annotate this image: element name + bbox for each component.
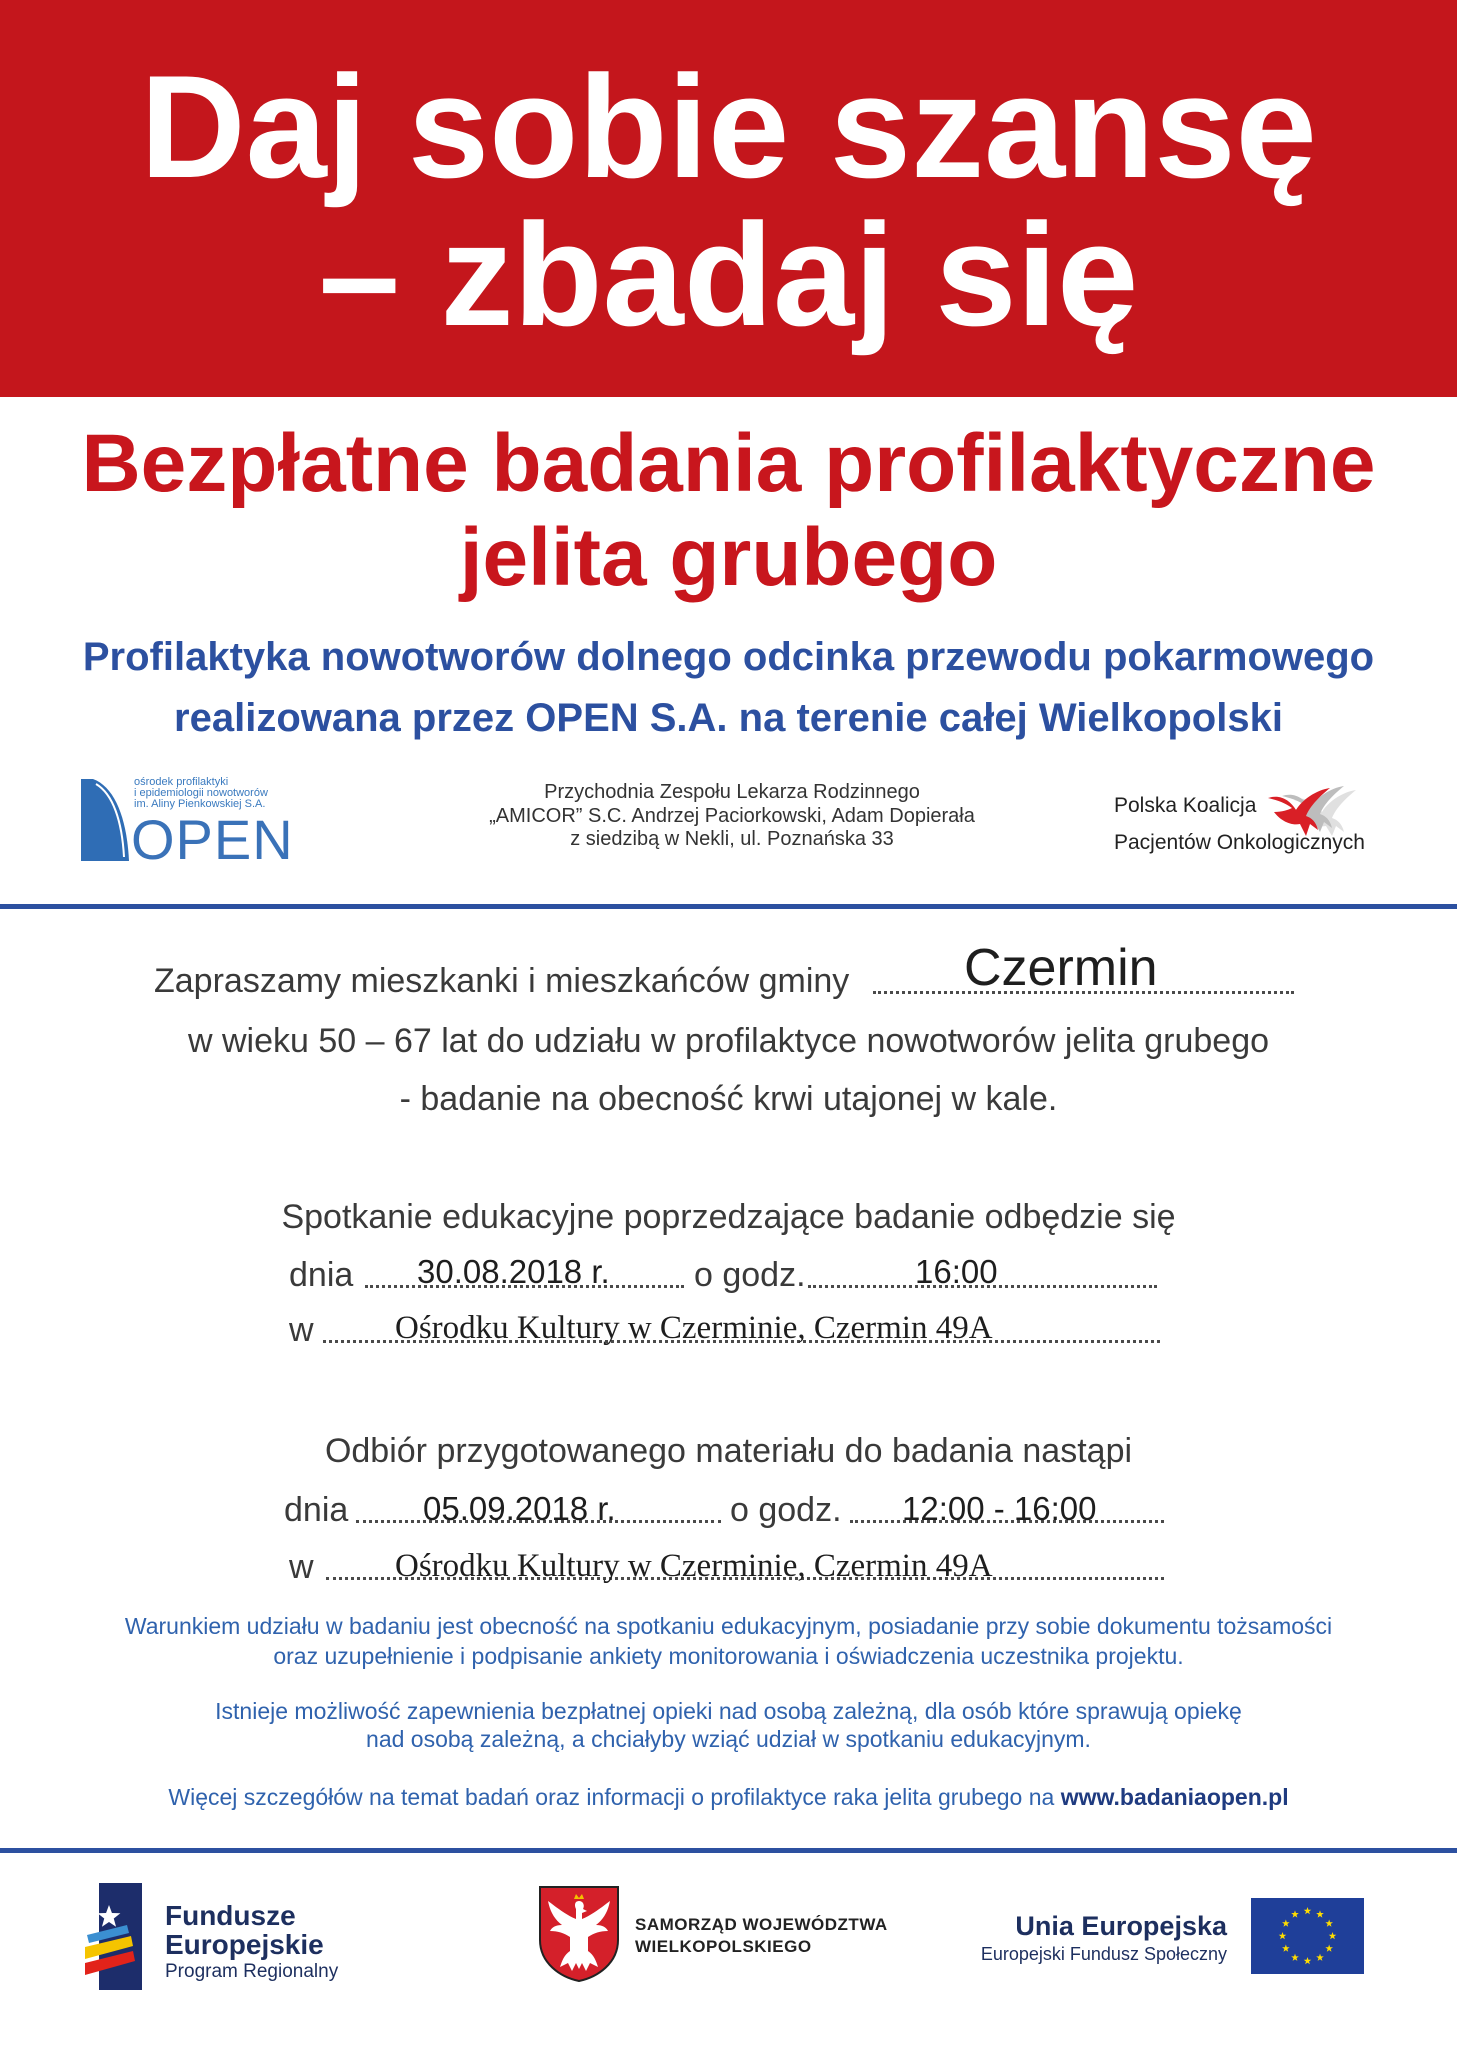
meeting-date-label: dnia bbox=[289, 1256, 354, 1294]
care-line2: nad osobą zależną, a chciałyby wziąć udział w spotkaniu edukacyjnym. bbox=[366, 1726, 1091, 1752]
open-logo-wordmark: OPEN bbox=[131, 808, 294, 871]
banner-title-line2: – zbadaj się bbox=[318, 193, 1139, 356]
clinic-line2: „AMICOR” S.C. Andrzej Paciorkowski, Adam Dopierała bbox=[489, 804, 975, 827]
more-info-text: Więcej szczegółów na temat badań oraz informacji o profilaktyce raka jelita grubego na bbox=[168, 1784, 1055, 1810]
fe-subtitle: Program Regionalny bbox=[165, 1961, 339, 1982]
clinic-line1: Przychodnia Zespołu Lekarza Rodzinnego bbox=[544, 781, 920, 803]
more-info bbox=[0, 1782, 1457, 1812]
samorzad-line2: WIELKOPOLSKIEGO bbox=[635, 1937, 812, 1956]
invitation-label: Zapraszamy mieszkanki i mieszkańców gminy bbox=[154, 962, 850, 1000]
meeting-date-value: 30.08.2018 r. bbox=[417, 1253, 610, 1290]
clinic-info bbox=[472, 781, 992, 852]
coalition-line1: Polska Koalicja bbox=[1114, 794, 1257, 817]
pickup-time-label: o godz. bbox=[730, 1491, 842, 1529]
headline-line1: Bezpłatne badania profilaktyczne bbox=[81, 418, 1376, 509]
open-logo-text-line1: ośrodek profilaktyki bbox=[134, 776, 229, 788]
conditions-line2: oraz uzupełnienie i podpisanie ankiety monitorowania i oświadczenia uczestnika projektu. bbox=[273, 1643, 1184, 1669]
eu-title: Unia Europejska bbox=[1015, 1911, 1227, 1941]
eu-flag-icon bbox=[1251, 1898, 1364, 1974]
subtitle-line2: realizowana przez OPEN S.A. na terenie całej Wielkopolski bbox=[174, 696, 1283, 740]
open-logo-icon bbox=[81, 779, 129, 861]
conditions-line1: Warunkiem udziału w badaniu jest obecność na spotkaniu edukacyjnym, posiadanie przy sobie dokumentu tożsamości bbox=[124, 1613, 1333, 1639]
pickup-date-label: dnia bbox=[284, 1491, 349, 1529]
pickup-place-label: w bbox=[289, 1548, 314, 1586]
meeting-place-value: Ośrodku Kultury w Czerminie, Czermin 49A bbox=[395, 1310, 993, 1346]
pickup-heading: Odbiór przygotowanego materiału do badania nastąpi bbox=[324, 1432, 1133, 1470]
invitation-line3: - badanie na obecność krwi utajonej w kale. bbox=[399, 1080, 1058, 1118]
pickup-place-value: Ośrodku Kultury w Czerminie, Czermin 49A bbox=[395, 1548, 993, 1584]
municipality-value: Czermin bbox=[964, 939, 1158, 997]
meeting-place-label: w bbox=[289, 1311, 314, 1349]
wielkopolska-crest-icon bbox=[538, 1885, 620, 1983]
banner-title-line1: Daj sobie szansę bbox=[140, 45, 1317, 208]
pickup-time-value: 12:00 - 16:00 bbox=[902, 1490, 1097, 1527]
clinic-line3: z siedzibą w Nekli, ul. Poznańska 33 bbox=[570, 828, 894, 850]
divider-bottom bbox=[0, 1848, 1457, 1853]
meeting-heading: Spotkanie edukacyjne poprzedzające badanie odbędzie się bbox=[281, 1198, 1176, 1236]
open-logo-text-line2: i epidemiologii nowotworów bbox=[134, 787, 268, 799]
meeting-time-label: o godz. bbox=[694, 1256, 806, 1294]
meeting-time-value: 16:00 bbox=[915, 1253, 998, 1290]
fe-title-line2: Europejskie bbox=[165, 1929, 324, 1960]
samorzad-line1: SAMORZĄD WOJEWÓDZTWA bbox=[635, 1915, 888, 1934]
fe-title-line1: Fundusze bbox=[165, 1900, 296, 1931]
swallows-icon bbox=[1266, 782, 1358, 840]
divider-top bbox=[0, 904, 1457, 909]
fundusze-europejskie-icon bbox=[85, 1883, 142, 1990]
open-logo-text-line3: im. Aliny Pienkowskiej S.A. bbox=[134, 798, 266, 810]
website-text: www.badaniaopen.pl bbox=[1060, 1784, 1289, 1810]
care-line1: Istnieje możliwość zapewnienia bezpłatnej opieki nad osobą zależną, dla osób które sprawują opiekę bbox=[215, 1698, 1242, 1724]
invitation-line2: w wieku 50 – 67 lat do udziału w profilaktyce nowotworów jelita grubego bbox=[187, 1022, 1270, 1060]
subtitle-line1: Profilaktyka nowotworów dolnego odcinka przewodu pokarmowego bbox=[82, 635, 1375, 679]
eu-subtitle: Europejski Fundusz Społeczny bbox=[980, 1944, 1227, 1964]
headline-line2: jelita grubego bbox=[459, 512, 998, 603]
pickup-date-value: 05.09.2018 r. bbox=[423, 1490, 616, 1527]
coalition-line2: Pacjentów Onkologicznych bbox=[1114, 831, 1365, 854]
